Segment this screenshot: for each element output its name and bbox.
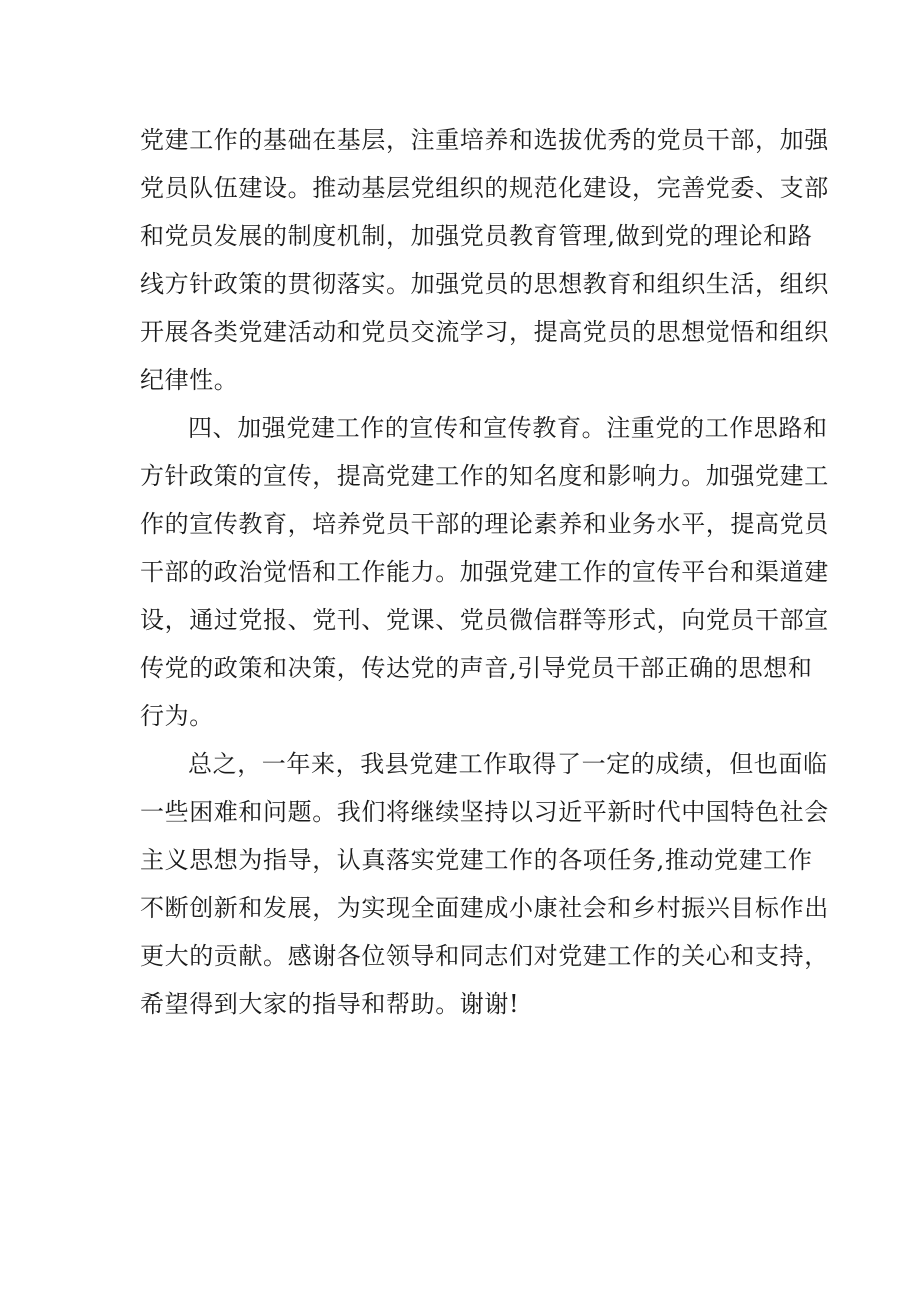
- text-line: 党员队伍建设。推动基层党组织的规范化建设，完善党委、支部: [140, 174, 829, 202]
- text-line: 一些困难和问题。我们将继续坚持以习近平新时代中国特色社会: [140, 798, 829, 826]
- text-line: 方针政策的宣传，提高党建工作的知名度和影响力。加强党建工: [140, 462, 829, 490]
- text-line: 主义思想为指导，认真落实党建工作的各项任务,推动党建工作: [140, 846, 813, 874]
- text-line: 线方针政策的贯彻落实。加强党员的思想教育和组织生活，组织: [140, 270, 829, 298]
- text-line: 开展各类党建活动和党员交流学习，提高党员的思想觉悟和组织: [140, 318, 829, 346]
- text-line: 作的宣传教育，培养党员干部的理论素养和业务水平，提高党员: [140, 510, 829, 538]
- text-line: 干部的政治觉悟和工作能力。加强党建工作的宣传平台和渠道建: [140, 558, 829, 586]
- text-line: 行为。: [140, 702, 214, 730]
- paragraph-party-building-base: [140, 116, 829, 404]
- text-line: 设，通过党报、党刊、党课、党员微信群等形式，向党员干部宣: [140, 606, 829, 634]
- document-body: [140, 116, 829, 1028]
- paragraph-conclusion: [140, 740, 829, 1028]
- text-line: 传党的政策和决策，传达党的声音,引导党员干部正确的思想和: [140, 654, 813, 682]
- text-line: 希望得到大家的指导和帮助。谢谢!: [140, 990, 520, 1018]
- text-line: 党建工作的基础在基层，注重培养和选拔优秀的党员干部，加强: [140, 126, 829, 154]
- text-line: 更大的贡献。感谢各位领导和同志们对党建工作的关心和支持，: [140, 942, 829, 970]
- paragraph-section-four-publicity: [140, 404, 829, 740]
- text-line: 不断创新和发展，为实现全面建成小康社会和乡村振兴目标作出: [140, 894, 829, 922]
- text-line: 总之，一年来，我县党建工作取得了一定的成绩，但也面临: [188, 750, 828, 778]
- text-line: 纪律性。: [140, 366, 239, 394]
- text-line: 和党员发展的制度机制，加强党员教育管理,做到党的理论和路: [140, 222, 813, 250]
- text-line: 四、加强党建工作的宣传和宣传教育。注重党的工作思路和: [188, 414, 828, 442]
